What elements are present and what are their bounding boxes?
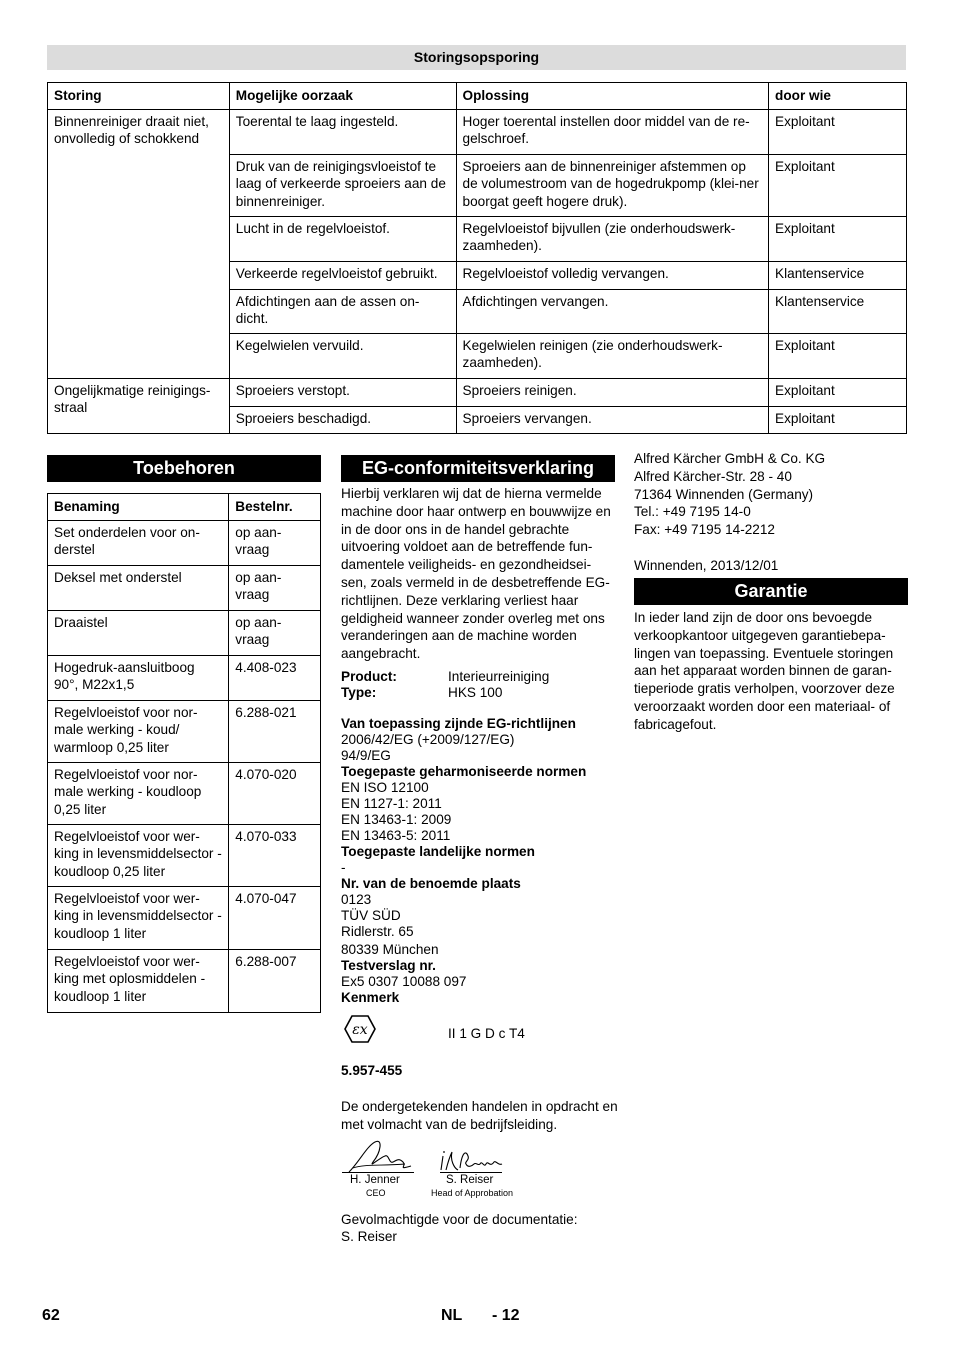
notified-line: Ridlerstr. 65 <box>341 924 414 939</box>
fault-cell: Ongelijkmatige reinigings-straal <box>48 378 230 433</box>
solution-cell: Sproeiers vervangen. <box>456 406 769 433</box>
who-cell: Klantenservice <box>769 289 907 333</box>
signer2-name: S. Reiser <box>446 1174 494 1186</box>
col-header-storing: Storing <box>48 83 230 110</box>
acc-name: Regelvloeistof voor wer-king in levensmiddelsector - koudloop 0,25 liter <box>48 824 229 886</box>
type-value: HKS 100 <box>448 685 503 700</box>
report-value: Ex5 0307 10088 097 <box>341 974 467 989</box>
acc-nr: 4.070-047 <box>229 886 321 949</box>
warranty-heading <box>634 578 908 605</box>
col-header-oorzaak: Mogelijke oorzaak <box>229 83 456 110</box>
acc-nr: 6.288-007 <box>229 949 321 1012</box>
ex-symbol-text: εx <box>352 1022 368 1038</box>
who-cell: Exploitant <box>769 216 907 261</box>
documentation-name: S. Reiser <box>341 1229 397 1244</box>
notified-heading: Nr. van de benoemde plaats <box>341 876 521 891</box>
acc-name: Deksel met onderstel <box>48 565 229 610</box>
product-row <box>341 668 615 685</box>
type-row <box>341 684 615 701</box>
solution-cell: Afdichtingen vervangen. <box>456 289 769 333</box>
col-header-oplossing: Oplossing <box>456 83 769 110</box>
language-code: NL <box>441 1307 463 1324</box>
acc-nr: op aan-vraag <box>229 610 321 655</box>
national-heading: Toegepaste landelijke normen <box>341 844 535 859</box>
signed-text: De ondergetekenden handelen in opdracht en met volmacht van de bedrijfsleiding. <box>341 1099 618 1132</box>
acc-name: Set onderdelen voor on-derstel <box>48 520 229 565</box>
acc-nr: 4.070-020 <box>229 762 321 824</box>
address-line: 71364 Winnenden (Germany) <box>634 486 814 502</box>
section-banner <box>47 45 906 70</box>
norm-item: EN 13463-1: 2009 <box>341 812 452 827</box>
solution-cell: Regelvloeistof volledig vervangen. <box>456 261 769 289</box>
signature-jenner-icon <box>345 1138 415 1176</box>
who-cell: Exploitant <box>769 406 907 433</box>
acc-nr: op aan-vraag <box>229 520 321 565</box>
cause-cell: Sproeiers beschadigd. <box>229 406 456 433</box>
section-title: Storingsopsporing <box>413 49 540 65</box>
fault-table <box>47 82 907 434</box>
page-number: 62 <box>42 1307 60 1324</box>
table-row <box>48 824 321 886</box>
company-address <box>634 450 908 539</box>
cause-cell: Verkeerde regelvloeistof gebruikt. <box>229 261 456 289</box>
table-row <box>48 700 321 762</box>
address-line: Alfred Kärcher-Str. 28 - 40 <box>634 468 792 484</box>
marking-value: II 1 G D c T4 <box>448 1026 525 1041</box>
solution-cell: Sproeiers reinigen. <box>456 378 769 406</box>
national-value: - <box>341 860 346 875</box>
cause-cell: Lucht in de regelvloeistof. <box>229 216 456 261</box>
signer1-name: H. Jenner <box>350 1174 400 1186</box>
address-line: Fax: +49 7195 14-2212 <box>634 522 775 538</box>
type-label: Type: <box>341 685 377 700</box>
notified-line: TÜV SÜD <box>341 908 401 923</box>
norm-item: EN 1127-1: 2011 <box>341 796 442 811</box>
product-label: Product: <box>341 669 397 684</box>
col-header-door-wie: door wie <box>769 83 907 110</box>
eg-intro: Hierbij verklaren wij dat de hierna vermelde machine door haar ontwerp en bouwwijze en in de door ons in de handel gebrachte uitvoering voldoet aan de betreffende fun-damentele veiligheids- en gezondheidsei-sen, zoals vermeld in de desbetreffende EG-richtlijnen. Deze verklaring verliest haar geldigheid wanneer zonder overleg met ons veranderingen aan de machine worden aangebracht. <box>341 486 611 662</box>
directives-heading: Van toepassing zijnde EG-richtlijnen <box>341 716 576 731</box>
table-row <box>48 762 321 824</box>
solution-cell: Hoger toerental instellen door middel van de re-gelschroef. <box>456 109 769 154</box>
who-cell: Exploitant <box>769 378 907 406</box>
table-row <box>48 520 321 565</box>
col-header-bestelnr: Bestelnr. <box>229 494 321 521</box>
table-row <box>48 655 321 700</box>
table-row <box>48 886 321 949</box>
acc-name: Regelvloeistof voor nor-male werking - koud/ warmloop 0,25 liter <box>48 700 229 762</box>
doc-number: 5.957-455 <box>341 1063 403 1078</box>
eg-details <box>341 716 621 1006</box>
who-cell: Klantenservice <box>769 261 907 289</box>
acc-name: Hogedruk-aansluitboog 90°, M22x1,5 <box>48 655 229 700</box>
acc-name: Draaistel <box>48 610 229 655</box>
harmonised-heading: Toegepaste geharmoniseerde normen <box>341 764 587 779</box>
acc-name: Regelvloeistof voor nor-male werking - koudloop 0,25 liter <box>48 762 229 824</box>
address-line: Alfred Kärcher GmbH & Co. KG <box>634 451 826 466</box>
solution-cell: Regelvloeistof bijvullen (zie onderhoudswerk-zaamheden). <box>456 216 769 261</box>
fault-cell: Binnenreiniger draait niet, onvolledig of schokkend <box>48 109 230 378</box>
acc-nr: op aan-vraag <box>229 565 321 610</box>
table-row <box>48 949 321 1012</box>
address-line: Tel.: +49 7195 14-0 <box>634 504 751 520</box>
warranty-text: In ieder land zijn de door ons bevoegde verkoopkantoor uitgegeven garantiebepa-lingen van toepassing. Eventuele storingen aan het apparaat worden binnen de garan-tieperiode gratis verholpen, voorzover deze veroorzaakt worden door een materiaal- of fabricagefout. <box>634 610 895 732</box>
eg-title: EG-conformiteitsverklaring <box>361 458 595 478</box>
documentation-label: Gevolmachtigde voor de documentatie: <box>341 1212 578 1227</box>
table-row <box>48 610 321 655</box>
eg-heading <box>341 455 615 482</box>
place-date: Winnenden, 2013/12/01 <box>634 558 779 573</box>
cause-cell: Druk van de reinigingsvloeistof te laag of verkeerde sproeiers aan de binnenreiniger. <box>229 154 456 216</box>
warranty-title: Garantie <box>734 581 808 601</box>
ex-hexagon-icon <box>344 1015 376 1043</box>
product-value: Interieurreiniging <box>448 669 550 684</box>
accessories-title: Toebehoren <box>133 458 235 478</box>
who-cell: Exploitant <box>769 333 907 378</box>
table-row <box>48 378 907 406</box>
cause-cell: Sproeiers verstopt. <box>229 378 456 406</box>
sub-page-number: - 12 <box>492 1307 520 1324</box>
directive-item: 94/9/EG <box>341 748 391 763</box>
acc-nr: 4.070-033 <box>229 824 321 886</box>
acc-nr: 4.408-023 <box>229 655 321 700</box>
solution-cell: Kegelwielen reinigen (zie onderhoudswerk-zaamheden). <box>456 333 769 378</box>
who-cell: Exploitant <box>769 109 907 154</box>
solution-cell: Sproeiers aan de binnenreiniger afstemmen op de volumestroom van de hogedrukpomp (klei-ner boorgat geeft hogere druk). <box>456 154 769 216</box>
report-heading: Testverslag nr. <box>341 958 436 973</box>
notified-line: 0123 <box>341 892 372 907</box>
accessories-header <box>48 494 321 521</box>
col-header-benaming: Benaming <box>48 494 229 521</box>
directive-item: 2006/42/EG (+2009/127/EG) <box>341 732 515 747</box>
acc-nr: 6.288-021 <box>229 700 321 762</box>
acc-name: Regelvloeistof voor wer-king in levensmiddelsector - koudloop 1 liter <box>48 886 229 949</box>
cause-cell: Kegelwielen vervuild. <box>229 333 456 378</box>
notified-line: 80339 München <box>341 942 439 957</box>
who-cell: Exploitant <box>769 154 907 216</box>
fault-table-header <box>48 83 907 110</box>
norm-item: EN ISO 12100 <box>341 780 429 795</box>
accessories-heading <box>47 455 321 482</box>
acc-name: Regelvloeistof voor wer-king met oplosmiddelen - koudloop 1 liter <box>48 949 229 1012</box>
cause-cell: Afdichtingen aan de assen on-dicht. <box>229 289 456 333</box>
norm-item: EN 13463-5: 2011 <box>341 828 451 843</box>
cause-cell: Toerental te laag ingesteld. <box>229 109 456 154</box>
table-row <box>48 565 321 610</box>
accessories-table <box>47 493 321 1013</box>
signer1-role: CEO <box>366 1188 386 1198</box>
signer2-role: Head of Approbation <box>431 1188 514 1198</box>
marking-heading: Kenmerk <box>341 990 400 1005</box>
table-row <box>48 109 907 154</box>
